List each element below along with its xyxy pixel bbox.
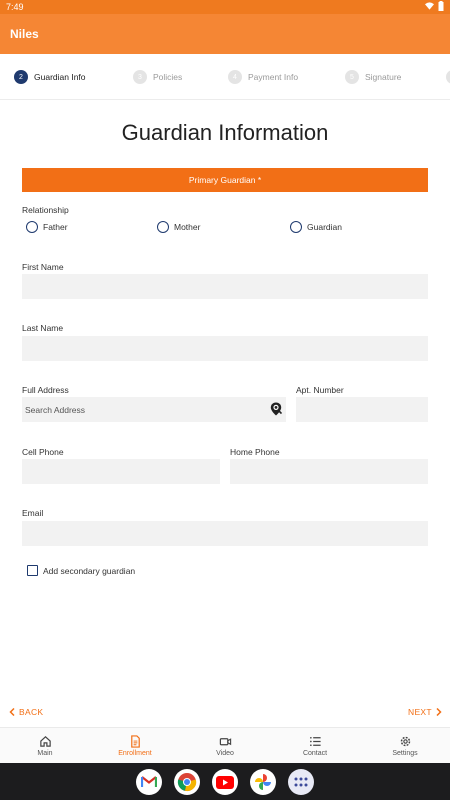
home-phone-input[interactable]: [230, 459, 428, 484]
nav-settings[interactable]: [360, 728, 450, 764]
radio-guardian[interactable]: [290, 221, 342, 233]
nav-label: Contact: [302, 750, 328, 757]
bottom-navigation: [0, 727, 450, 763]
nav-label: Settings: [392, 750, 418, 757]
battery-icon: [438, 1, 444, 11]
first-name-label: First Name: [22, 262, 64, 272]
back-label: BACK: [19, 707, 44, 717]
step-number: 4: [228, 70, 242, 84]
app-bar: [0, 14, 450, 54]
email-label: Email: [22, 508, 44, 518]
radio-circle[interactable]: [290, 221, 302, 233]
radio-mother[interactable]: [157, 221, 200, 233]
next-button[interactable]: [408, 707, 442, 717]
chrome-icon[interactable]: [174, 769, 200, 795]
app-title: Niles: [10, 27, 39, 41]
first-name-input[interactable]: [22, 274, 428, 299]
step-number: 2: [14, 70, 28, 84]
home-phone-label: Home Phone: [230, 447, 280, 457]
status-icons: [425, 1, 444, 11]
page-title: Guardian Information: [121, 120, 329, 145]
address-search-input[interactable]: [22, 397, 286, 422]
step-label: Payment Info: [248, 72, 299, 82]
photos-icon[interactable]: [250, 769, 276, 795]
status-bar: [0, 0, 450, 14]
radio-father[interactable]: [26, 221, 68, 233]
radio-label: Father: [43, 222, 68, 232]
list-icon: [309, 735, 322, 748]
relationship-label: Relationship: [22, 205, 69, 215]
enrollment-stepper: [0, 54, 450, 100]
radio-circle[interactable]: [157, 221, 169, 233]
app-drawer-icon[interactable]: [288, 769, 314, 795]
step-next-offscreen: [446, 70, 450, 84]
document-icon: [129, 735, 142, 748]
gmail-icon[interactable]: [136, 769, 162, 795]
email-input[interactable]: [22, 521, 428, 546]
location-pin-icon[interactable]: [270, 402, 282, 416]
cell-phone-label: Cell Phone: [22, 447, 64, 457]
home-icon: [39, 735, 52, 748]
nav-contact[interactable]: [270, 728, 360, 764]
video-icon: [219, 735, 232, 748]
nav-label: Enrollment: [118, 750, 152, 757]
nav-video[interactable]: [180, 728, 270, 764]
step-label: Signature: [365, 72, 402, 82]
apt-number-input[interactable]: [296, 397, 428, 422]
nav-label: Video: [216, 750, 234, 757]
system-taskbar: [0, 763, 450, 800]
apt-number-label: Apt. Number: [296, 385, 344, 395]
chevron-left-icon: [9, 708, 15, 716]
primary-guardian-header: Primary Guardian *: [22, 168, 428, 192]
step-label: Policies: [153, 72, 183, 82]
checkbox-label: Add secondary guardian: [43, 565, 136, 576]
app-dock: [136, 768, 316, 796]
checkbox-box[interactable]: [27, 565, 38, 576]
status-time: 7:49: [6, 2, 24, 12]
step-label: Guardian Info: [34, 72, 86, 82]
cell-phone-input[interactable]: [22, 459, 220, 484]
radio-label: Guardian: [307, 222, 342, 232]
nav-label: Main: [37, 750, 53, 757]
radio-circle[interactable]: [26, 221, 38, 233]
nav-enrollment[interactable]: [90, 728, 180, 764]
chevron-right-icon: [436, 708, 442, 716]
step-payment-info[interactable]: [228, 70, 298, 84]
next-label: NEXT: [408, 707, 432, 717]
step-number: 5: [345, 70, 359, 84]
relationship-radio-group: [26, 221, 426, 235]
last-name-label: Last Name: [22, 323, 64, 333]
back-button[interactable]: [9, 707, 43, 717]
step-guardian-info[interactable]: [14, 70, 86, 84]
step-number: [446, 70, 450, 84]
last-name-input[interactable]: [22, 336, 428, 361]
step-signature[interactable]: [345, 70, 401, 84]
step-number: 3: [133, 70, 147, 84]
gear-icon: [399, 735, 412, 748]
step-policies[interactable]: [133, 70, 182, 84]
secondary-guardian-checkbox[interactable]: [27, 565, 135, 576]
radio-label: Mother: [174, 222, 201, 232]
nav-main[interactable]: [0, 728, 90, 764]
full-address-label: Full Address: [22, 385, 69, 395]
youtube-icon[interactable]: [212, 769, 238, 795]
wifi-icon: [425, 2, 434, 10]
